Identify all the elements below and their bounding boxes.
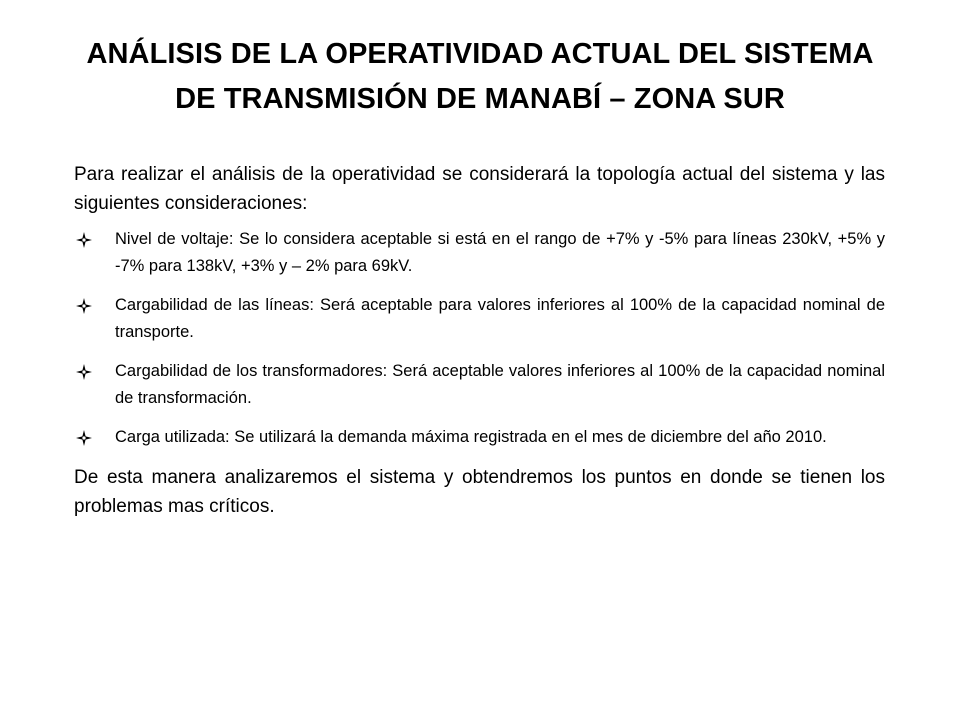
slide-title-line-2: DE TRANSMISIÓN DE MANABÍ – ZONA SUR [175,83,785,115]
diamond-bullet-icon [76,358,92,385]
considerations-list [74,226,885,451]
bullet-text: Cargabilidad de las líneas: Será aceptable para valores inferiores al 100% de la capacidad nominal de transporte. [115,296,885,341]
list-item [74,358,885,412]
diamond-bullet-icon [76,424,92,451]
intro-paragraph: Para realizar el análisis de la operatividad se considerará la topología actual del sistema y las siguientes consideraciones: [74,164,885,214]
list-item [74,226,885,280]
bullet-text: Nivel de voltaje: Se lo considera aceptable si está en el rango de +7% y -5% para líneas 230kV, +5% y -7% para 138kV, +3% y – 2% para 69kV. [115,230,885,275]
closing-paragraph: De esta manera analizaremos el sistema y obtendremos los puntos en donde se tienen los problemas mas críticos. [74,467,885,517]
list-item [74,292,885,346]
diamond-bullet-icon [76,226,92,253]
slide-body [74,160,885,521]
slide-title [48,32,912,122]
slide-title-line-1: ANÁLISIS DE LA OPERATIVIDAD ACTUAL DEL SISTEMA [86,38,874,70]
list-item [74,424,885,451]
diamond-bullet-icon [76,292,92,319]
bullet-text: Carga utilizada: Se utilizará la demanda máxima registrada en el mes de diciembre del año 2010. [115,428,827,446]
bullet-text: Cargabilidad de los transformadores: Será aceptable valores inferiores al 100% de la capacidad nominal de transformación. [115,362,885,407]
